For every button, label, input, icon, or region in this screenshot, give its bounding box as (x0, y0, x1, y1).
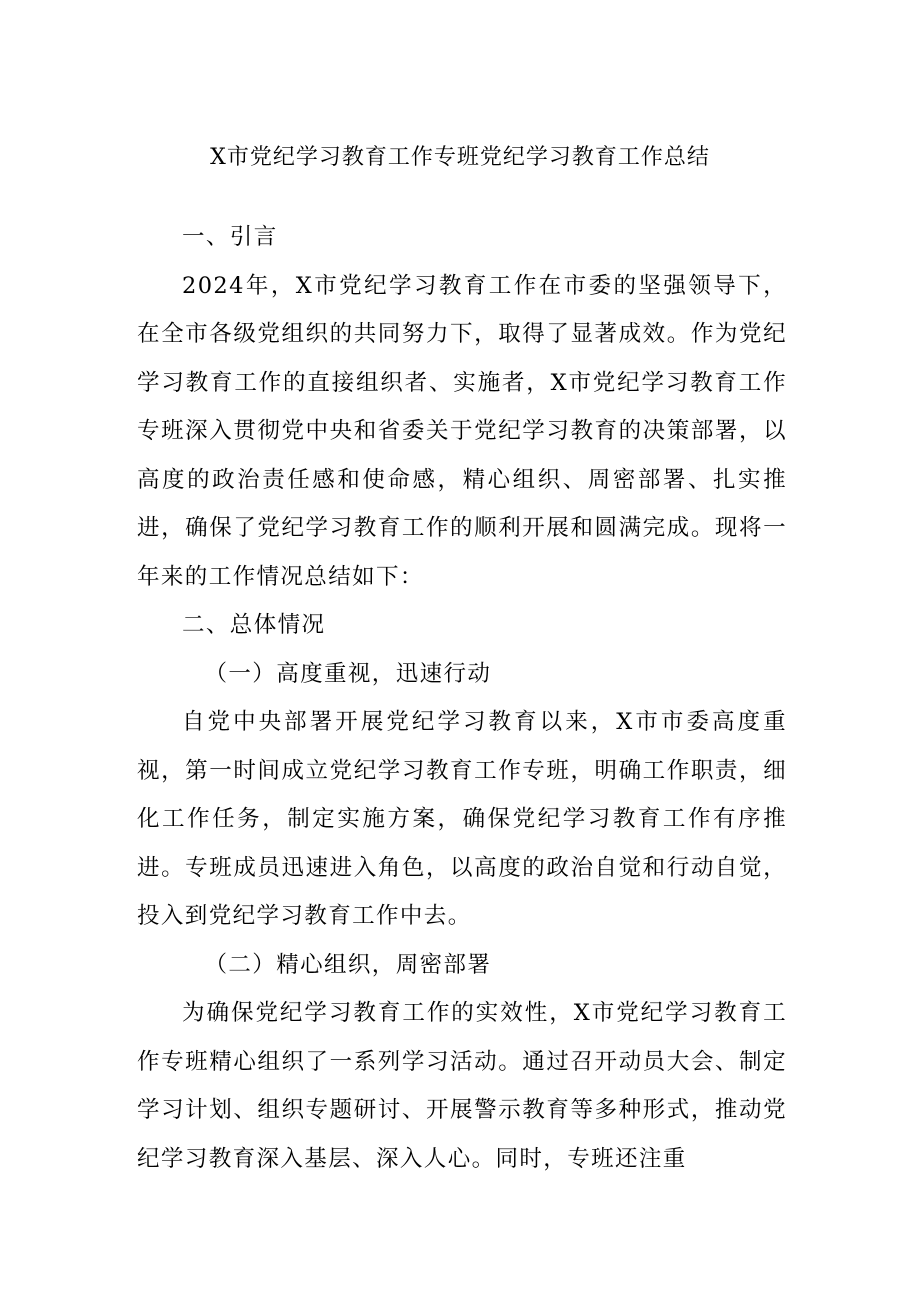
paragraph-attention: 自党中央部署开展党纪学习教育以来，X市市委高度重视，第一时间成立党纪学习教育工作专班，明确工作职责，细化工作任务，制定实施方案，确保党纪学习教育工作有序推进。专班成员迅速进入角色，以高度的政治自觉和行动自觉，投入到党纪学习教育工作中去。 (137, 709, 787, 929)
paragraph-intro: 2024年，X市党纪学习教育工作在市委的坚强领导下，在全市各级党组织的共同努力下，取得了显著成效。作为党纪学习教育工作的直接组织者、实施者，X市党纪学习教育工作专班深入贯彻党中央和省委关于党纪学习教育的决策部署，以高度的政治责任感和使命感，精心组织、周密部署、扎实推进，确保了党纪学习教育工作的顺利开展和圆满完成。现将一年来的工作情况总结如下： (137, 272, 787, 590)
subheading-attention: （一）高度重视，迅速行动 (204, 660, 492, 687)
paragraph-organization: 为确保党纪学习教育工作的实效性，X市党纪学习教育工作专班精心组织了一系列学习活动。通过召开动员大会、制定学习计划、组织专题研讨、开展警示教育等多种形式，推动党纪学习教育深入基层、深入人心。同时，专班还注重 (137, 1000, 787, 1172)
document-title: X市党纪学习教育工作专班党纪学习教育工作总结 (210, 145, 710, 170)
document-body (137, 213, 787, 1183)
subheading-organization: （二）精心组织，周密部署 (204, 951, 492, 978)
section-heading-overview: 二、总体情况 (182, 612, 326, 638)
section-heading-intro: 一、引言 (182, 224, 278, 250)
